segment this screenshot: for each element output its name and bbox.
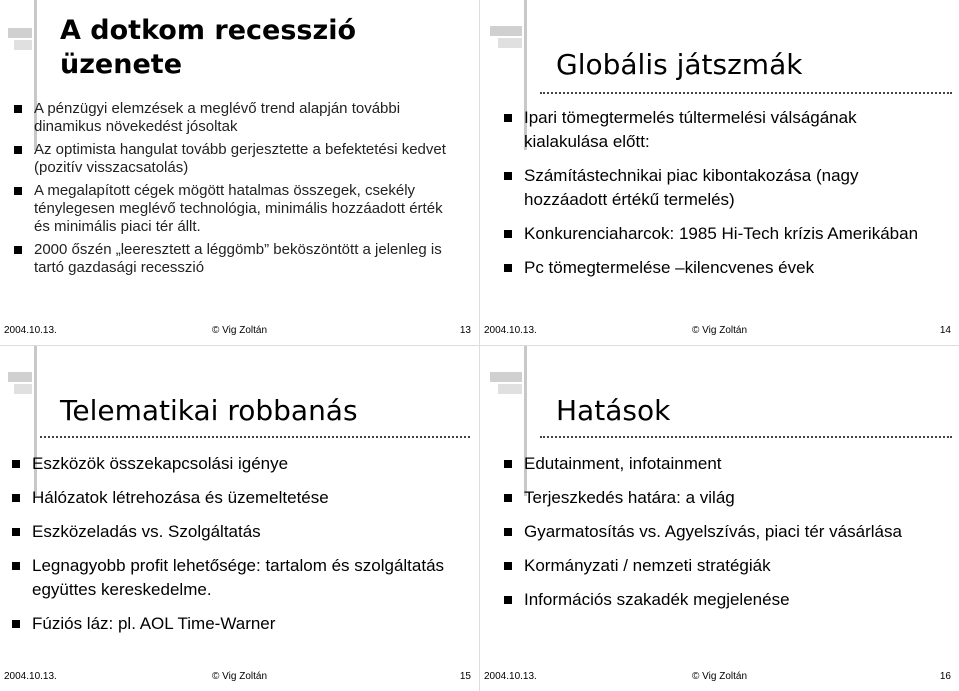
- bullet-list: [502, 452, 942, 612]
- corner-decoration: [0, 0, 60, 60]
- bullet-item: Ipari tömegtermelés túltermelési válságának kialakulása előtt:: [502, 106, 942, 154]
- copyright-icon: ©: [692, 325, 700, 336]
- bullet-item: Kormányzati / nemzeti stratégiák: [502, 554, 942, 578]
- copyright-icon: ©: [692, 671, 700, 682]
- footer-date: 2004.10.13.: [4, 325, 57, 336]
- footer-date: 2004.10.13.: [4, 671, 57, 682]
- title-rule: [540, 92, 952, 94]
- slide-title: Hatások: [556, 394, 671, 427]
- bullet-item: Eszközök összekapcsolási igénye: [10, 452, 450, 476]
- slide-number: 15: [459, 671, 471, 682]
- bullet-list: [502, 106, 942, 280]
- corner-decoration: [480, 346, 540, 406]
- footer-author: [0, 671, 479, 682]
- bullet-item: Legnagyobb profit lehetősége: tartalom és szolgáltatás együttes kereskedelme.: [10, 554, 450, 602]
- author-name: Vig Zoltán: [702, 671, 747, 682]
- author-name: Vig Zoltán: [702, 325, 747, 336]
- slide-16: [480, 346, 959, 691]
- bullet-item: Fúziós láz: pl. AOL Time-Warner: [10, 612, 450, 636]
- footer-date: 2004.10.13.: [484, 671, 537, 682]
- corner-decoration: [480, 0, 540, 60]
- bullet-item: A megalapított cégek mögött hatalmas összegek, csekély ténylegesen meglévő technológia, minimális hozzáadott érték és minimális piaci tér állt.: [12, 182, 457, 236]
- bullet-list: [10, 452, 450, 636]
- bullet-item: Eszközeladás vs. Szolgáltatás: [10, 520, 450, 544]
- copyright-icon: ©: [212, 671, 220, 682]
- bullet-item: Edutainment, infotainment: [502, 452, 942, 476]
- slide-title: Telematikai robbanás: [60, 394, 358, 427]
- copyright-icon: ©: [212, 325, 220, 336]
- bullet-item: Az optimista hangulat tovább gerjesztette a befektetési kedvet (pozitív visszacsatolás): [12, 141, 457, 177]
- slide-title: Globális játszmák: [556, 48, 803, 81]
- bullet-item: Hálózatok létrehozása és üzemeltetése: [10, 486, 450, 510]
- bullet-item: Információs szakadék megjelenése: [502, 588, 942, 612]
- footer-author: [480, 325, 959, 336]
- slide-14: [480, 0, 959, 345]
- slide-number: 13: [459, 325, 471, 336]
- bullet-item: A pénzügyi elemzések a meglévő trend alapján további dinamikus növekedést jósoltak: [12, 100, 457, 136]
- slide-footer: [0, 671, 479, 685]
- slide-footer: [480, 671, 959, 685]
- footer-author: [0, 325, 479, 336]
- title-line-1: A dotkom recesszió: [60, 15, 356, 46]
- bullet-item: Konkurenciaharcok: 1985 Hi-Tech krízis Amerikában: [502, 222, 942, 246]
- author-name: Vig Zoltán: [222, 325, 267, 336]
- bullet-list: [12, 100, 457, 277]
- title-line-2: üzenete: [60, 49, 183, 80]
- slide-number: 14: [939, 325, 951, 336]
- slide-number: 16: [939, 671, 951, 682]
- author-name: Vig Zoltán: [222, 671, 267, 682]
- slide-15: [0, 346, 479, 691]
- footer-date: 2004.10.13.: [484, 325, 537, 336]
- bullet-item: Számítástechnikai piac kibontakozása (nagy hozzáadott értékű termelés): [502, 164, 942, 212]
- title-rule: [40, 436, 470, 438]
- slide-13: [0, 0, 479, 345]
- bullet-item: 2000 őszén „leeresztett a léggömb” beköszöntött a jelenleg is tartó gazdasági recesszió: [12, 241, 457, 277]
- bullet-item: Terjeszkedés határa: a világ: [502, 486, 942, 510]
- slide-title: [60, 14, 356, 82]
- slide-footer: [0, 325, 479, 339]
- corner-decoration: [0, 346, 60, 406]
- bullet-item: Pc tömegtermelése –kilencvenes évek: [502, 256, 942, 280]
- footer-author: [480, 671, 959, 682]
- slide-footer: [480, 325, 959, 339]
- bullet-item: Gyarmatosítás vs. Agyelszívás, piaci tér vásárlása: [502, 520, 942, 544]
- title-rule: [540, 436, 952, 438]
